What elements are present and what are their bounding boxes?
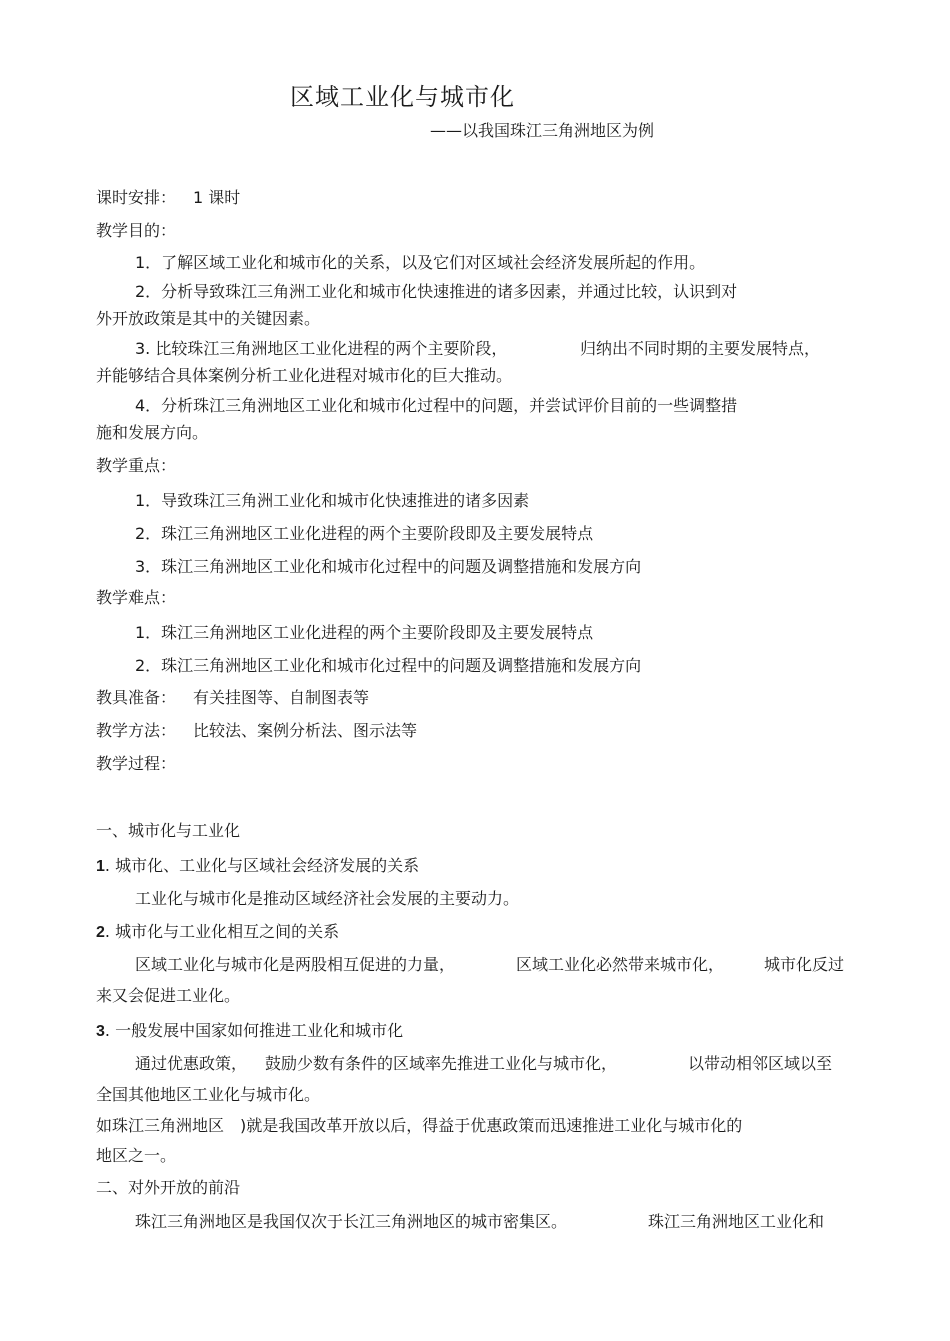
section1-heading: 一、城市化与工业化: [96, 821, 241, 840]
tools-value: 有关挂图等、自制图表等: [193, 688, 370, 707]
process-label: 教学过程：: [96, 754, 177, 773]
schedule-value: 1 课时: [193, 188, 241, 207]
section1-sub1: [96, 856, 419, 877]
difficulty-2: 2．珠江三角洲地区工业化和城市化过程中的问题及调整措施和发展方向: [135, 656, 642, 675]
page-subtitle: ——以我国珠江三角洲地区为例: [430, 121, 655, 140]
section1-sub3-body-a: 通过优惠政策，: [135, 1054, 248, 1073]
page-title: 区域工业化与城市化: [290, 83, 515, 111]
schedule-label: 课时安排：: [96, 188, 177, 207]
section2-heading: 二、对外开放的前沿: [96, 1178, 241, 1197]
section1-sub3-body-3: 如珠江三角洲地区 )就是我国改革开放以后，得益于优惠政策而迅速推进工业化与城市化的: [96, 1116, 743, 1135]
section1-sub2-body-cont: 来又会促进工业化。: [96, 986, 241, 1005]
section1-sub2-body-c: 城市化反过: [764, 955, 845, 974]
methods-value: 比较法、案例分析法、图示法等: [193, 721, 418, 740]
difficulty-1: 1．珠江三角洲地区工业化进程的两个主要阶段即及主要发展特点: [135, 623, 594, 642]
objective-item-3-cont: 并能够结合具体案例分析工业化进程对城市化的巨大推动。: [96, 366, 513, 385]
difficulties-label: 教学难点：: [96, 588, 177, 607]
section1-sub3-body-c: 以带动相邻区域以至: [688, 1054, 833, 1073]
objective-item-4-cont: 施和发展方向。: [96, 423, 209, 442]
section1-sub3-body-2: 全国其他地区工业化与城市化。: [96, 1085, 321, 1104]
section1-sub1-number: 1: [96, 858, 105, 875]
tools-label: 教具准备：: [96, 688, 177, 707]
section2-body-a: 珠江三角洲地区是我国仅次于长江三角洲地区的城市密集区。: [135, 1212, 568, 1231]
section1-sub2-number: 2: [96, 924, 105, 941]
key-points-label: 教学重点：: [96, 456, 177, 475]
section1-sub2-title: . 城市化与工业化相互之间的关系: [104, 922, 340, 941]
objective-item-1: 1．了解区域工业化和城市化的关系，以及它们对区域社会经济发展所起的作用。: [135, 253, 706, 272]
section1-sub1-title: . 城市化、工业化与区域社会经济发展的关系: [104, 856, 420, 875]
section1-sub3-body-4: 地区之一。: [96, 1146, 177, 1165]
section1-sub1-body: 工业化与城市化是推动区域经济社会发展的主要动力。: [135, 889, 520, 908]
section1-sub3: [96, 1021, 403, 1042]
section2-body-b: 珠江三角洲地区工业化和: [648, 1212, 825, 1231]
objective-item-2: 2．分析导致珠江三角洲工业化和城市化快速推进的诸多因素，并通过比较，认识到对: [135, 282, 738, 301]
objectives-label: 教学目的：: [96, 221, 177, 240]
objective-item-2-cont: 外开放政策是其中的关键因素。: [96, 309, 321, 328]
key-point-2: 2．珠江三角洲地区工业化进程的两个主要阶段即及主要发展特点: [135, 524, 594, 543]
objective-item-3-b: 归纳出不同时期的主要发展特点，: [580, 339, 821, 358]
key-point-1: 1．导致珠江三角洲工业化和城市化快速推进的诸多因素: [135, 491, 530, 510]
section1-sub2-body-a: 区域工业化与城市化是两股相互促进的力量，: [135, 955, 456, 974]
section1-sub2: [96, 922, 339, 943]
section1-sub3-body-b: 鼓励少数有条件的区域率先推进工业化与城市化，: [265, 1054, 618, 1073]
key-point-3: 3．珠江三角洲地区工业化和城市化过程中的问题及调整措施和发展方向: [135, 557, 642, 576]
section1-sub2-body-b: 区域工业化必然带来城市化，: [516, 955, 725, 974]
section1-sub3-title: . 一般发展中国家如何推进工业化和城市化: [104, 1021, 404, 1040]
objective-item-3: 3. 比较珠江三角洲地区工业化进程的两个主要阶段，: [135, 339, 508, 358]
objective-item-4: 4．分析珠江三角洲地区工业化和城市化过程中的问题，并尝试评价目前的一些调整措: [135, 396, 738, 415]
section1-sub3-number: 3: [96, 1023, 105, 1040]
methods-label: 教学方法：: [96, 721, 177, 740]
